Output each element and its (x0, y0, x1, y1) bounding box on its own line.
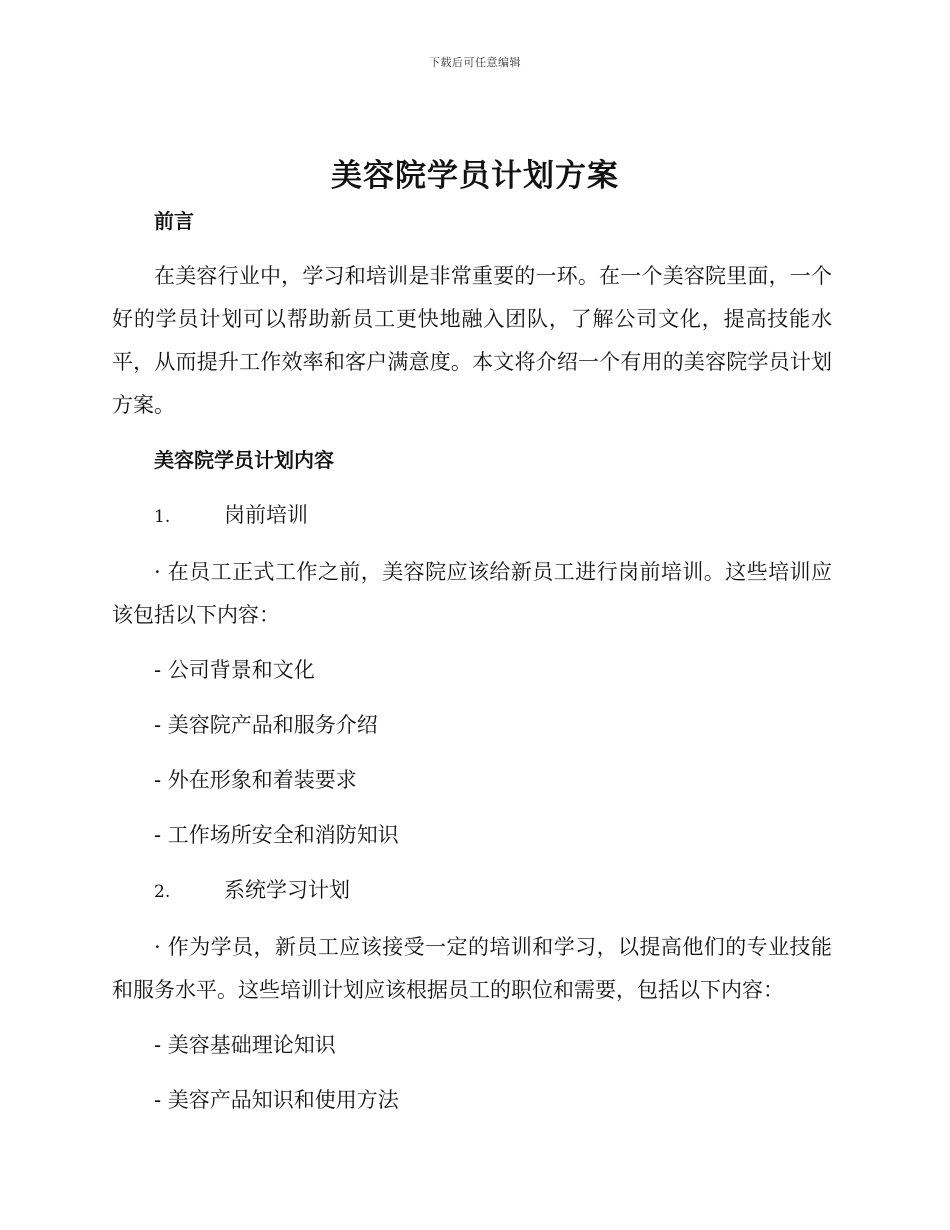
preface-paragraph: 在美容行业中，学习和培训是非常重要的一环。在一个美容院里面，一个好的学员计划可以帮助新员工更快地融入团队，了解公司文化，提高技能水平，从而提升工作效率和客户满意度。本文将介绍一个有用的美容院学员计划方案。 (112, 264, 832, 417)
header-note: 下载后可任意编辑 (429, 56, 521, 69)
document-body (112, 200, 832, 1122)
section-2-heading (112, 869, 832, 914)
list-item: - 美容产品知识和使用方法 (154, 1088, 399, 1112)
list-item: - 公司背景和文化 (154, 658, 315, 682)
section-title: 系统学习计划 (224, 878, 350, 902)
section-title: 岗前培训 (224, 503, 308, 527)
list-item: - 美容院产品和服务介绍 (154, 713, 378, 737)
section-2-bullet: · 作为学员，新员工应该接受一定的培训和学习，以提高他们的专业技能和服务水平。这些培训计划应该根据员工的职位和需要，包括以下内容： (112, 935, 832, 1002)
list-item: - 美容基础理论知识 (154, 1033, 336, 1057)
section-1-heading (112, 494, 832, 539)
section-number: 1. (154, 507, 171, 527)
section-1-bullet: · 在员工正式工作之前，美容院应该给新员工进行岗前培训。这些培训应该包括以下内容： (112, 560, 832, 627)
section-number: 2. (154, 882, 171, 902)
content-heading: 美容院学员计划内容 (154, 448, 334, 472)
list-item: - 工作场所安全和消防知识 (154, 823, 399, 847)
preface-heading: 前言 (154, 209, 194, 233)
document-title: 美容院学员计划方案 (331, 158, 619, 194)
list-item: - 外在形象和着装要求 (154, 768, 357, 792)
